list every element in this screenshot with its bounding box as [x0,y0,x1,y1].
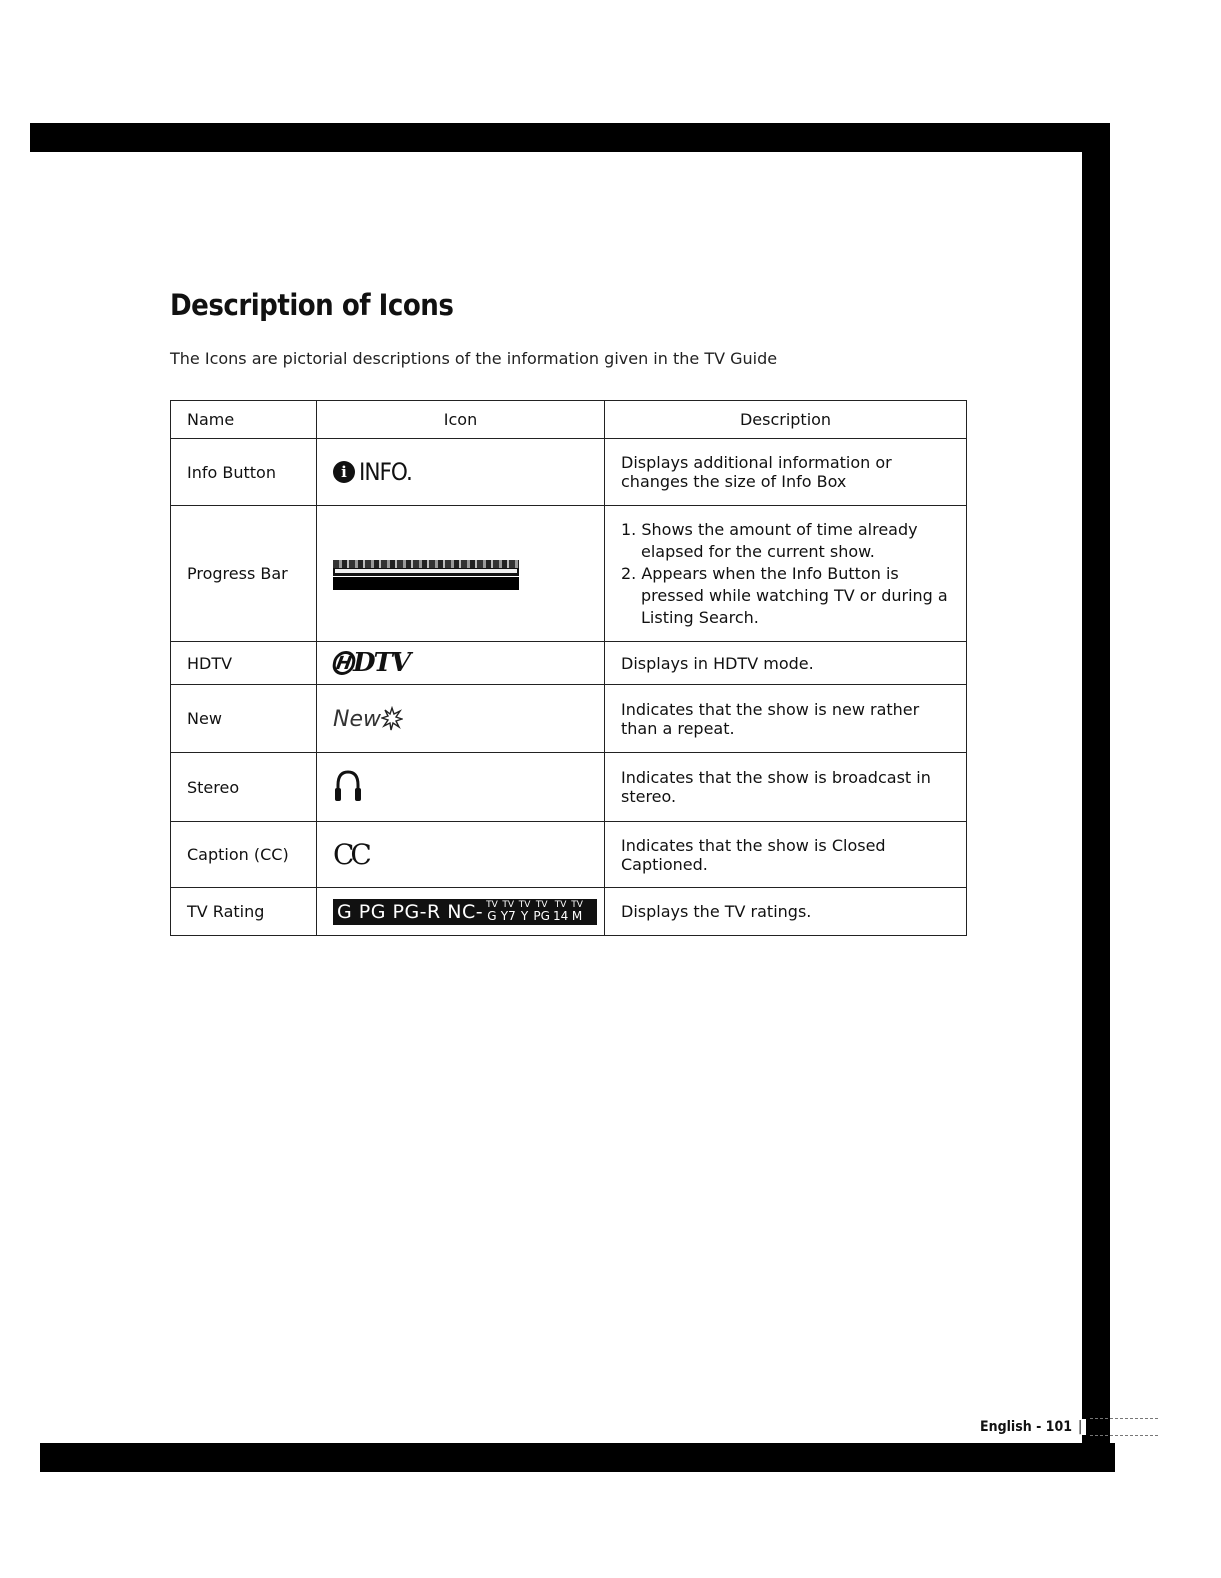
table-row [171,439,967,506]
closed-caption-icon: CC [333,838,368,871]
header-icon: Icon [317,401,605,439]
hdtv-h-mark: H [331,651,357,675]
table-row [171,685,967,753]
table-row [171,888,967,936]
hdtv-text: DTV [353,648,410,678]
info-button-icon [333,458,412,486]
new-text: New [333,706,381,732]
icons-table [170,400,967,936]
new-starburst-icon [381,706,403,732]
bottom-border-bar [40,1443,1115,1472]
hdtv-icon [333,648,409,678]
footer-separator: | [1077,1419,1083,1435]
row-icon [317,822,605,888]
table-row [171,642,967,685]
right-border-bar [1082,123,1110,1468]
row-icon [317,753,605,822]
table-row [171,506,967,642]
rating-main-text: G PG PG-R NC- [337,900,484,923]
rating-tv-14: TV 14 [552,900,569,923]
intro-text: The Icons are pictorial descriptions of the information given in the TV Guide [170,349,778,368]
row-icon [317,888,605,936]
row-description: Indicates that the show is Closed Captioned. [605,822,967,888]
table-header-row [171,401,967,439]
row-description: Displays the TV ratings. [605,888,967,936]
row-name: Info Button [171,439,317,506]
row-name: Caption (CC) [171,822,317,888]
tv-rating-icon [333,899,597,925]
progress-bar-icon [333,556,519,592]
row-description: Indicates that the show is new rather than a repeat. [605,685,967,753]
row-icon [317,439,605,506]
row-description: Displays additional information or changes the size of Info Box [605,439,967,506]
table-row [171,822,967,888]
info-circle-glyph: i [333,461,355,483]
row-name: TV Rating [171,888,317,936]
header-description: Description [605,401,967,439]
header-name: Name [171,401,317,439]
row-name: Stereo [171,753,317,822]
row-icon [317,506,605,642]
page-number: English - 101 [980,1419,1072,1435]
info-label: INFO. [359,458,412,486]
crop-marks [1090,1418,1158,1436]
row-name: Progress Bar [171,506,317,642]
rating-tv-pg: TV PG [533,900,550,923]
top-border-bar [30,123,1110,152]
page-title: Description of Icons [170,288,454,322]
row-description: Indicates that the show is broadcast in stereo. [605,753,967,822]
page-footer [980,1419,1086,1435]
row-description: Displays in HDTV mode. [605,642,967,685]
description-list [621,519,950,629]
row-name: New [171,685,317,753]
row-description [605,506,967,642]
rating-tv-y: TV Y [518,900,531,923]
description-item: 1. Shows the amount of time already elapsed for the current show. [621,519,918,561]
row-icon [317,642,605,685]
stereo-headphones-icon [333,767,363,803]
rating-tv-m: TV M [571,900,583,923]
rating-tv-g: TV G [486,900,498,923]
row-icon [317,685,605,753]
description-item: 2. Appears when the Info Button is pressed while watching TV or during a Listing Search. [621,563,948,627]
row-name: HDTV [171,642,317,685]
table-row [171,753,967,822]
rating-tv-y7: TV Y7 [500,900,516,923]
new-icon [333,706,403,732]
